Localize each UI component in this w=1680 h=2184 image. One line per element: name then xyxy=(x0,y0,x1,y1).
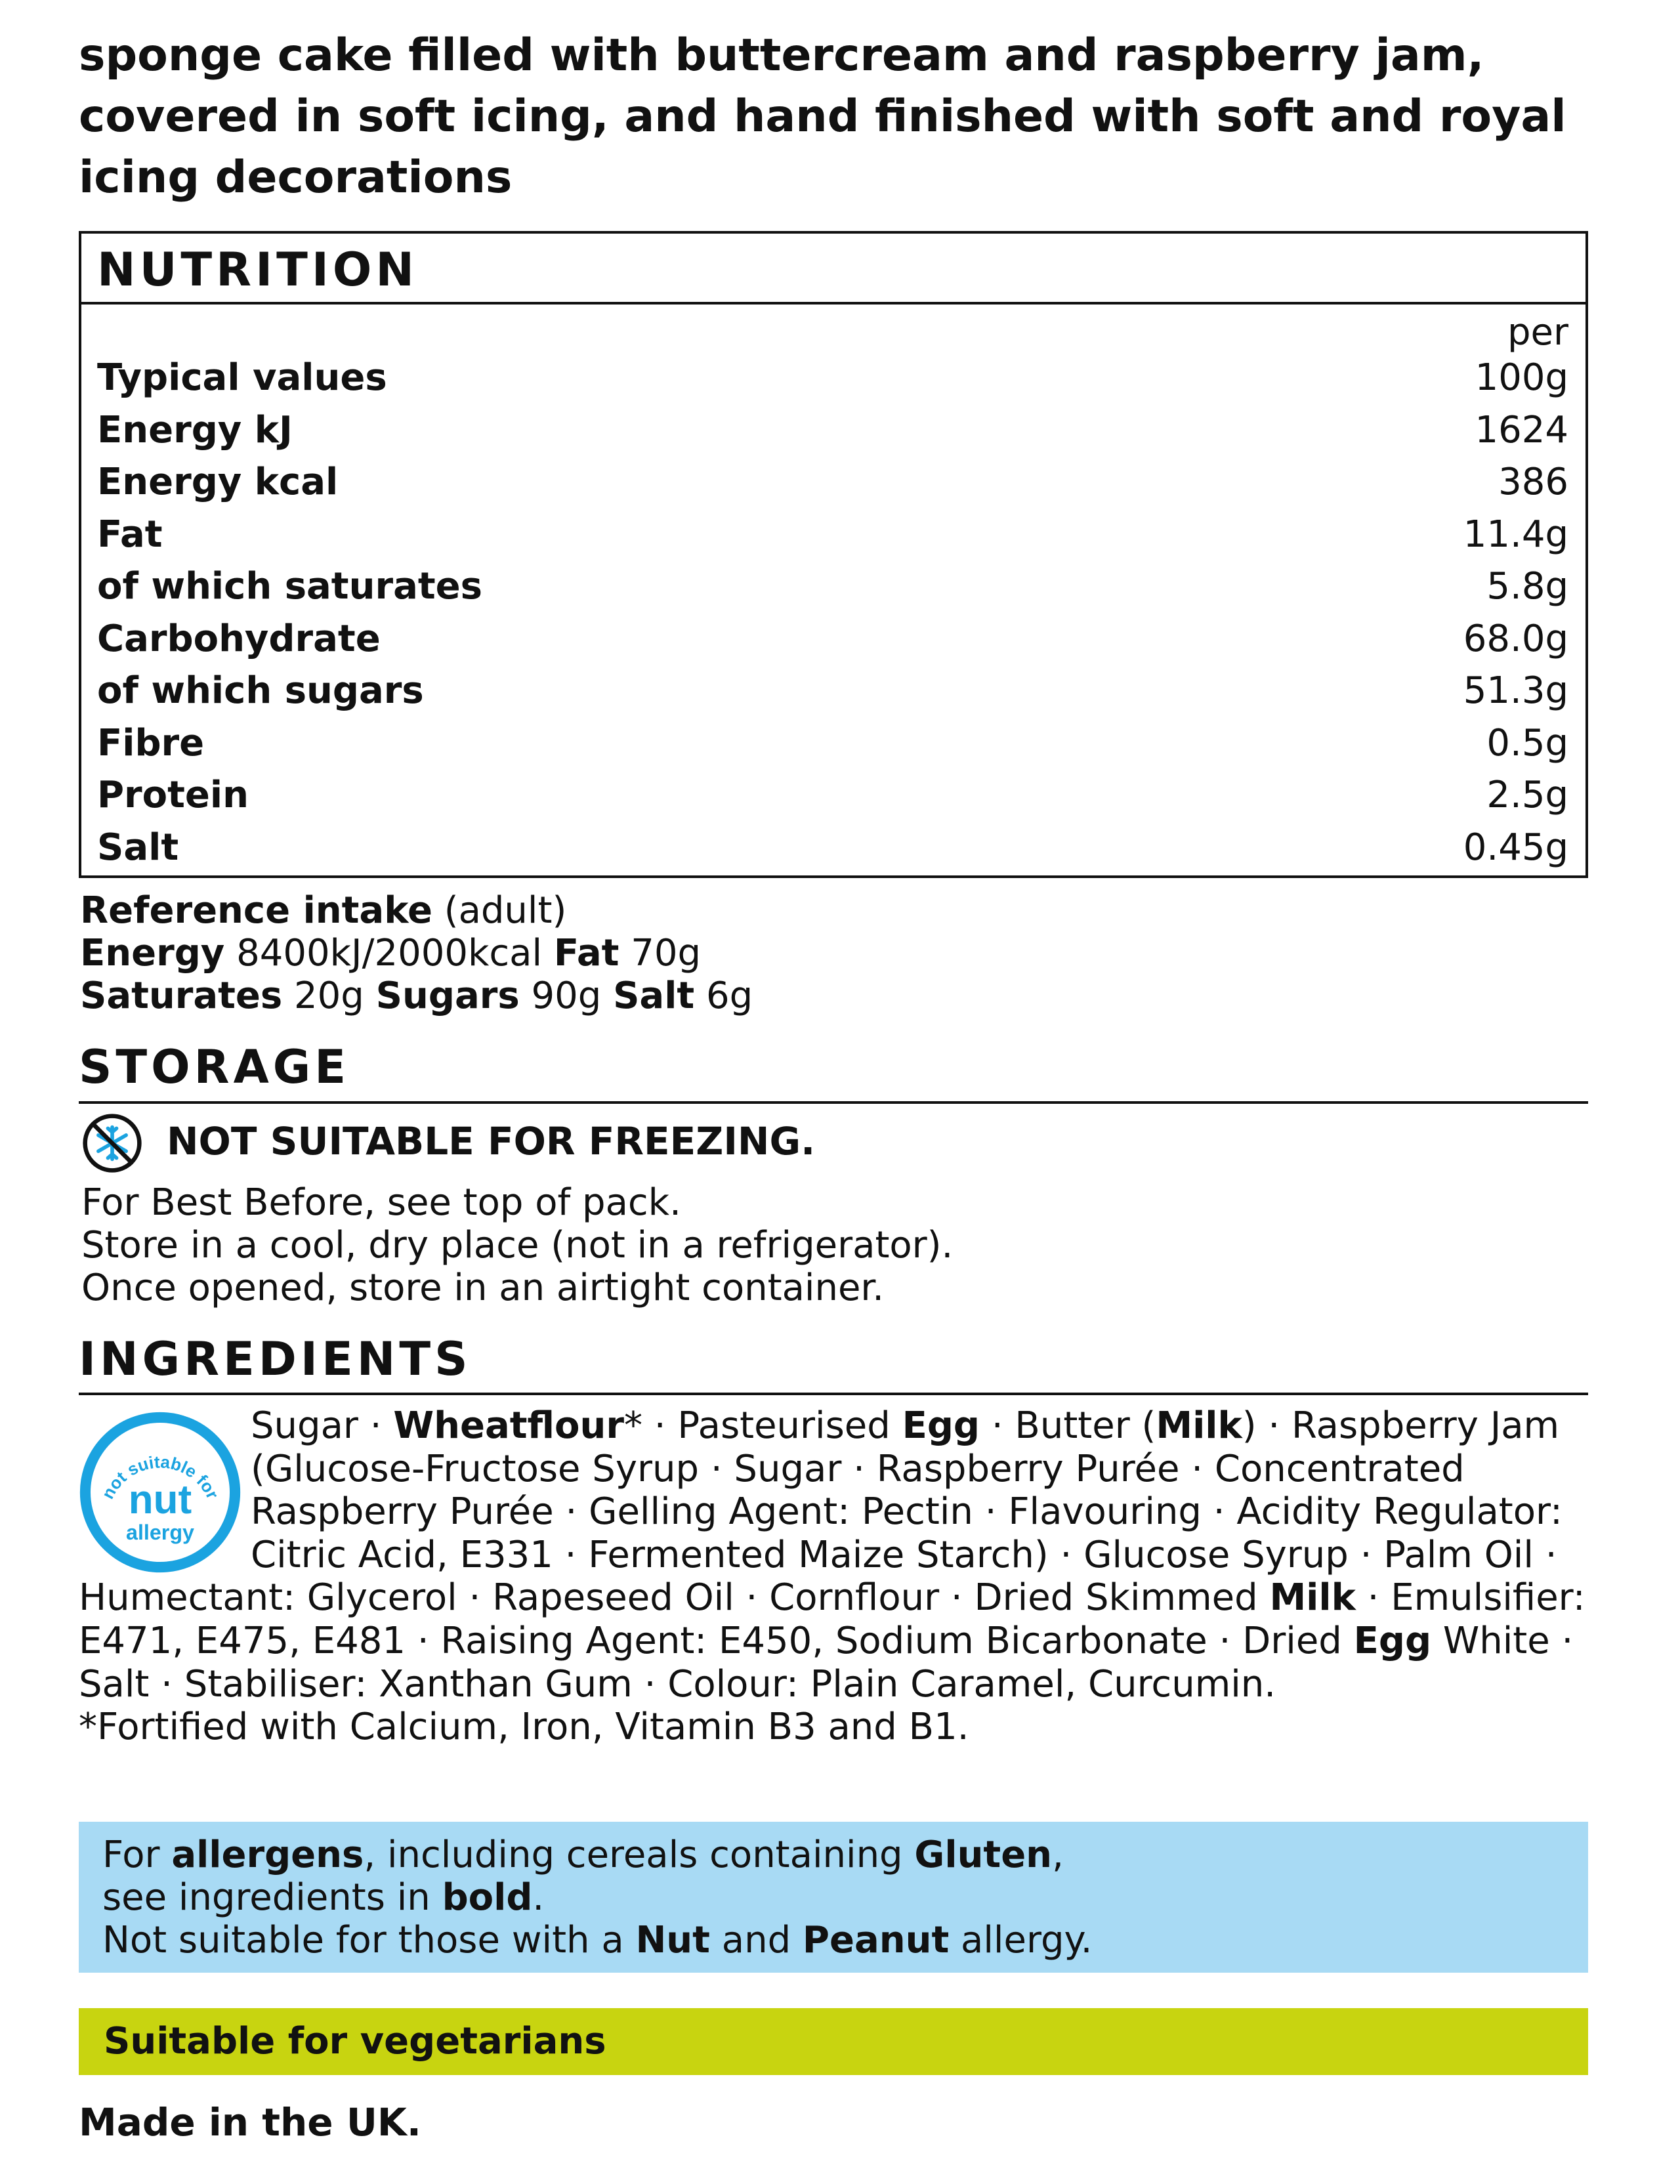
nutrition-row xyxy=(97,822,1568,874)
ri-fat-label: Fat xyxy=(553,932,620,975)
allergen-text: , xyxy=(1052,1834,1064,1876)
nutrient-value: 386 xyxy=(1498,461,1568,503)
allergen-advice xyxy=(79,1822,1588,1973)
allergen-ingredient: Egg xyxy=(1353,1619,1432,1662)
storage-line: For Best Before, see top of pack. xyxy=(81,1181,681,1224)
ri-energy-label: Energy xyxy=(80,932,225,975)
ingredient-text: · Emulsifier: E471, E475, E481 · Raising Agent: E450, Sodium Bicarbonate · Dried xyxy=(79,1576,1586,1662)
allergen-bold: bold xyxy=(442,1876,533,1919)
allergen-text: allergy. xyxy=(949,1919,1093,1962)
nutrition-row xyxy=(97,665,1568,717)
not-suitable-for-nut-allergy-badge xyxy=(79,1411,242,1574)
nutrient-label: Energy kcal xyxy=(97,461,339,503)
nutrient-label: Fibre xyxy=(97,721,205,765)
nutrition-row xyxy=(97,456,1568,509)
product-description: sponge cake filled with buttercream and raspberry jam, covered in soft icing, and hand finished with soft and royal icing decorations xyxy=(79,30,1566,203)
storage-line: Once opened, store in an airtight container. xyxy=(81,1267,885,1309)
ri-energy-value: 8400kJ/2000kcal xyxy=(224,932,554,975)
reference-heading: Reference intake xyxy=(80,889,432,932)
nutrient-label: of which sugars xyxy=(97,669,424,712)
allergen-text: Not suitable for those with a xyxy=(102,1919,636,1962)
ingredients-list xyxy=(79,1404,1586,1706)
country-of-origin: Made in the UK. xyxy=(79,2100,421,2145)
nutrient-label: Salt xyxy=(97,826,179,869)
nutrient-label: Fat xyxy=(97,513,163,556)
no-freezing-icon xyxy=(81,1112,143,1174)
storage-line: Store in a cool, dry place (not in a refrigerator). xyxy=(81,1224,954,1267)
nutrition-row xyxy=(97,404,1568,457)
vegetarian-text: Suitable for vegetarians xyxy=(104,2020,606,2063)
nutrition-row xyxy=(97,560,1568,613)
badge-arc-text: not suitable for xyxy=(97,1452,223,1502)
allergen-bold: Peanut xyxy=(802,1919,950,1962)
nutrient-value: 100g xyxy=(1475,356,1568,399)
nutrient-value: 1624 xyxy=(1475,408,1568,452)
nutrition-title: NUTRITION xyxy=(97,243,419,297)
nutrition-row xyxy=(97,509,1568,561)
nutrient-label: Carbohydrate xyxy=(97,617,381,660)
ri-sugars-label: Sugars xyxy=(375,975,520,1017)
allergen-text: . xyxy=(532,1876,545,1919)
storage-instructions xyxy=(81,1181,953,1309)
ri-saturates-value: 20g xyxy=(282,975,376,1017)
ingredients-text xyxy=(79,1404,1595,1749)
ri-saturates-label: Saturates xyxy=(80,975,283,1017)
allergen-ingredient: Milk xyxy=(1156,1404,1242,1447)
nutrition-header xyxy=(81,234,1586,304)
nutrient-label: Protein xyxy=(97,774,249,816)
nutrient-label: Energy kJ xyxy=(97,408,293,452)
ingredients-title: INGREDIENTS xyxy=(79,1332,472,1386)
per-column-label: per xyxy=(1507,311,1568,354)
nutrition-row xyxy=(97,717,1568,770)
nutrient-value: 51.3g xyxy=(1463,669,1568,712)
nutrient-value: 2.5g xyxy=(1486,774,1568,816)
allergen-text: For xyxy=(102,1834,172,1876)
nutrition-rows xyxy=(97,352,1568,873)
reference-heading-note: (adult) xyxy=(432,889,567,932)
nutrient-value: 11.4g xyxy=(1463,513,1568,556)
allergen-text: , including cereals containing xyxy=(364,1834,915,1876)
nutrition-row xyxy=(97,352,1568,404)
ri-salt-label: Salt xyxy=(613,975,695,1017)
badge-main-text: nut xyxy=(128,1477,192,1523)
nutrient-label: of which saturates xyxy=(97,565,482,608)
nutrient-value: 0.5g xyxy=(1486,721,1568,765)
ingredient-text: ) · Raspberry Jam (Glucose-Fructose Syrup · Sugar · Raspberry Purée · Concentrated Raspberry Purée · Gelling Agent: Pectin · Flavouring · Acidity Regulator: Citric Acid, E331 · Fermented Maize Starch) · Glucose Syrup · Palm Oil · Humectant: Glycerol · Rapeseed Oil · Cornflour · Dried Skimmed xyxy=(79,1404,1563,1620)
allergen-ingredient: Wheatflour xyxy=(393,1404,624,1447)
freeze-warning-text: NOT SUITABLE FOR FREEZING. xyxy=(167,1119,816,1164)
ingredients-footnote: *Fortified with Calcium, Iron, Vitamin B3 and B1. xyxy=(79,1706,969,1749)
ri-sugars-value: 90g xyxy=(519,975,614,1017)
ri-salt-value: 6g xyxy=(694,975,753,1017)
vegetarian-banner xyxy=(79,2008,1588,2075)
nutrient-value: 0.45g xyxy=(1463,826,1568,869)
allergen-bold: Gluten xyxy=(914,1834,1053,1876)
nutrition-table xyxy=(79,231,1588,878)
allergen-bold: allergens xyxy=(171,1834,364,1876)
allergen-ingredient: Egg xyxy=(902,1404,980,1447)
storage-divider xyxy=(79,1101,1588,1104)
nutrient-value: 5.8g xyxy=(1486,565,1568,608)
ri-fat-value: 70g xyxy=(619,932,701,975)
nutrition-row xyxy=(97,613,1568,665)
ingredient-text: · Butter ( xyxy=(980,1404,1156,1447)
storage-title: STORAGE xyxy=(79,1040,350,1094)
ingredients-divider xyxy=(79,1393,1588,1395)
allergen-ingredient: Milk xyxy=(1269,1576,1356,1620)
ingredient-text: White · Salt · Stabiliser: Xanthan Gum · Colour: Plain Caramel, Curcumin. xyxy=(79,1619,1574,1706)
nutrient-value: 68.0g xyxy=(1463,617,1568,660)
allergen-text: and xyxy=(709,1919,803,1962)
badge-sub-text: allergy xyxy=(126,1520,194,1544)
ingredient-text: * · Pasteurised xyxy=(623,1404,902,1447)
ingredient-text: Sugar · xyxy=(251,1404,394,1447)
allergen-text: see ingredients in xyxy=(102,1876,442,1919)
reference-intake xyxy=(80,889,753,1017)
allergen-bold: Nut xyxy=(635,1919,710,1962)
nutrient-label: Typical values xyxy=(97,356,387,399)
nutrition-row xyxy=(97,769,1568,822)
